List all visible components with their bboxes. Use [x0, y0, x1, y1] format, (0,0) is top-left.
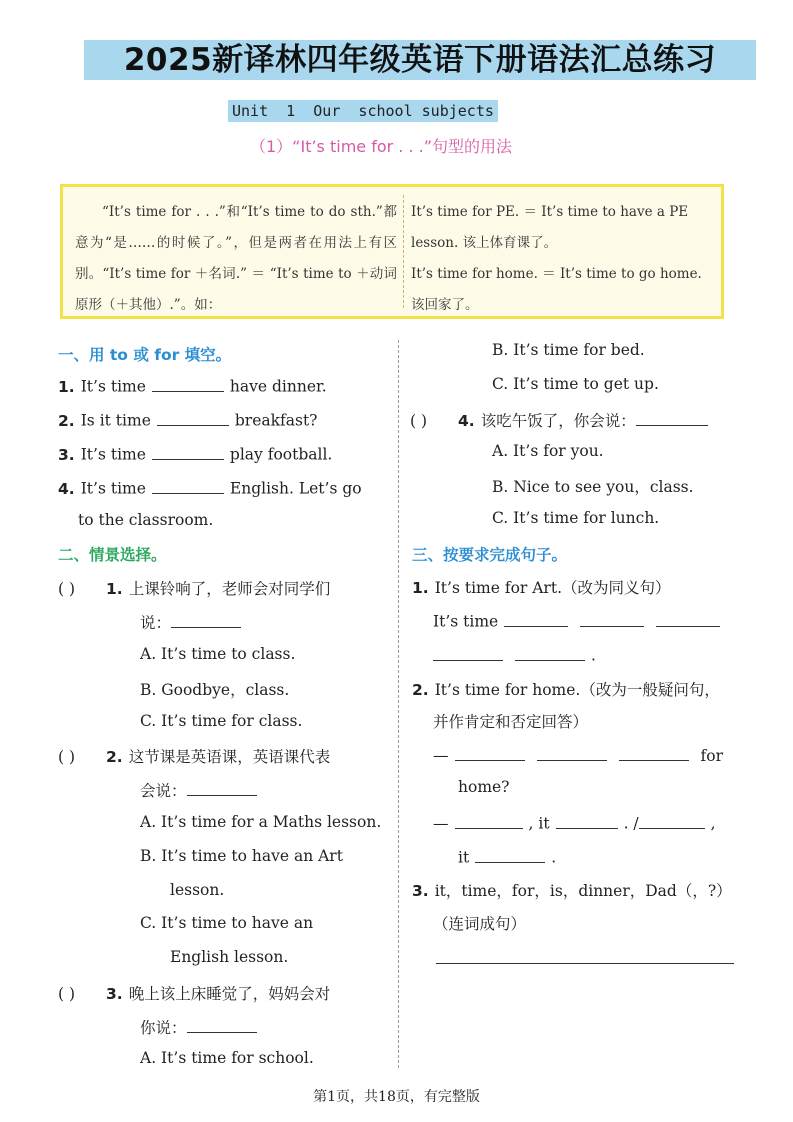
- page-footer: 第1页，共18页，有完整版: [313, 1089, 480, 1105]
- fill-item-4-cont: to the classroom.: [78, 511, 214, 529]
- item-text-before: Is it time: [80, 411, 151, 430]
- note-example-line: lesson. 该上体育课了。: [411, 235, 558, 251]
- answer-blank[interactable]: [187, 780, 257, 797]
- option-b[interactable]: B. Goodbye，class.: [140, 681, 290, 699]
- option-b-cont: lesson.: [170, 881, 225, 899]
- answer-blank[interactable]: [187, 1017, 257, 1034]
- answer-blank[interactable]: [157, 409, 229, 426]
- note-example-line: It’s time for PE. ＝ It’s time to have a PE: [411, 204, 689, 220]
- question-text: It’s time for home.（改为一般疑问句，: [434, 681, 720, 699]
- item-number: 3.: [106, 985, 123, 1003]
- item-text-after: English. Let’s go: [229, 479, 362, 498]
- option-a[interactable]: A. It’s for you.: [492, 442, 604, 460]
- answer-paren[interactable]: ( ): [58, 985, 76, 1003]
- question-text-cont: 并作肯定和否定回答）: [433, 713, 589, 731]
- grammar-subtitle: （1）“It’s time for . . .”句型的用法: [250, 137, 513, 156]
- option-c[interactable]: C. It’s time for class.: [140, 712, 303, 730]
- column-divider: [398, 340, 399, 1068]
- answer-blank[interactable]: [504, 610, 568, 627]
- option-c[interactable]: C. It’s time to get up.: [492, 375, 659, 393]
- unit-heading: Unit 1 Our school subjects: [228, 100, 498, 122]
- question-text: It’s time for Art.（改为同义句）: [434, 579, 671, 597]
- section1-heading: 一、用 to 或 for 填空。: [58, 346, 232, 364]
- item-number: 4.: [58, 479, 75, 498]
- item-number: 3.: [412, 882, 429, 900]
- item-number: 2.: [58, 411, 75, 430]
- grammar-note-box: [60, 184, 724, 319]
- item-text-before: It’s time: [80, 377, 146, 396]
- question-text-cont: 你说：: [140, 1016, 263, 1038]
- question-text: 这节课是英语课，英语课代表: [128, 748, 331, 766]
- item-text-after: play football.: [229, 445, 333, 464]
- question-text: 上课铃响了，老师会对同学们: [128, 580, 331, 598]
- answer-paren[interactable]: ( ): [58, 748, 76, 766]
- answer-blank[interactable]: [152, 477, 224, 494]
- answer-blank[interactable]: [455, 744, 525, 761]
- answer-blank[interactable]: [580, 610, 644, 627]
- item-text-after: have dinner.: [229, 377, 327, 396]
- option-c[interactable]: C. It’s time to have an: [140, 914, 314, 932]
- note-divider: [403, 195, 404, 308]
- answer-blank[interactable]: [537, 744, 607, 761]
- option-a[interactable]: A. It’s time to class.: [140, 645, 296, 663]
- question-text-cont: 说：: [140, 611, 247, 633]
- choice-q4: [410, 409, 714, 431]
- answer-blank[interactable]: [556, 812, 618, 829]
- answer-blank[interactable]: [619, 744, 689, 761]
- answer-blank[interactable]: [152, 443, 224, 460]
- rewrite-q2: [412, 678, 720, 700]
- answer-line-cont: home?: [458, 778, 510, 796]
- item-number: 2.: [106, 748, 123, 766]
- answer-line: — for: [433, 744, 723, 765]
- question-text-cont: 会说：: [140, 779, 263, 801]
- option-b[interactable]: B. It’s time for bed.: [492, 341, 645, 359]
- option-c-cont: English lesson.: [170, 948, 289, 966]
- item-number: 1.: [412, 579, 429, 597]
- item-number: 1.: [106, 580, 123, 598]
- answer-blank[interactable]: [455, 812, 523, 829]
- answer-blank[interactable]: [639, 812, 705, 829]
- answer-blank[interactable]: [433, 644, 503, 661]
- choice-q1: [58, 577, 330, 599]
- question-text: it，time，for，is，dinner，Dad（，?）: [434, 882, 732, 900]
- rewrite-q1: [412, 576, 671, 598]
- fill-item-1: [58, 375, 327, 396]
- page-title: 2025新译林四年级英语下册语法汇总练习: [84, 40, 756, 80]
- question-text-cont: （连词成句）: [433, 915, 527, 933]
- item-number: 4.: [458, 412, 475, 430]
- answer-paren[interactable]: ( ): [58, 580, 76, 598]
- item-text-after: breakfast?: [234, 411, 318, 430]
- question-text: 晚上该上床睡觉了，妈妈会对: [128, 985, 331, 1003]
- note-left-column: [75, 197, 397, 321]
- item-number: 3.: [58, 445, 75, 464]
- answer-line: — , it . / ,: [433, 812, 716, 833]
- answer-blank[interactable]: [515, 644, 585, 661]
- answer-line: .: [433, 644, 596, 665]
- answer-line[interactable]: [436, 963, 734, 964]
- note-example-line: It’s time for home. ＝ It’s time to go home.: [411, 266, 702, 282]
- choice-q2: [58, 745, 330, 767]
- item-number: 1.: [58, 377, 75, 396]
- option-b[interactable]: B. Nice to see you，class.: [492, 478, 694, 496]
- answer-blank[interactable]: [636, 410, 708, 427]
- question-text: 该吃午饭了，你会说：: [480, 412, 636, 430]
- answer-blank[interactable]: [475, 846, 545, 863]
- item-text-before: It’s time: [80, 445, 146, 464]
- fill-item-2: [58, 409, 317, 430]
- rewrite-q3: [412, 879, 732, 901]
- answer-blank[interactable]: [171, 612, 241, 629]
- fill-item-3: [58, 443, 332, 464]
- note-explanation: “It’s time for . . .”和“It’s time to do sth.”都意为“是……的时候了。”，但是两者在用法上有区别。“It’s time for ＋名词.” ＝ “It’s time to ＋动词原形（＋其他）.”。如：: [75, 204, 397, 313]
- item-number: 2.: [412, 681, 429, 699]
- fill-item-4: [58, 477, 362, 498]
- answer-line: it .: [458, 846, 556, 867]
- section3-heading: 三、按要求完成句子。: [412, 546, 568, 564]
- option-b[interactable]: B. It’s time to have an Art: [140, 847, 343, 865]
- option-a[interactable]: A. It’s time for a Maths lesson.: [140, 813, 382, 831]
- answer-line: It’s time: [433, 610, 726, 631]
- answer-paren[interactable]: ( ): [410, 412, 428, 430]
- answer-blank[interactable]: [152, 375, 224, 392]
- section2-heading: 二、情景选择。: [58, 546, 167, 564]
- option-a[interactable]: A. It’s time for school.: [140, 1049, 314, 1067]
- note-right-column: [411, 197, 717, 321]
- choice-q3: [58, 982, 330, 1004]
- answer-blank[interactable]: [656, 610, 720, 627]
- option-c[interactable]: C. It’s time for lunch.: [492, 509, 660, 527]
- note-example-line: 该回家了。: [411, 297, 479, 313]
- item-text-before: It’s time: [80, 479, 146, 498]
